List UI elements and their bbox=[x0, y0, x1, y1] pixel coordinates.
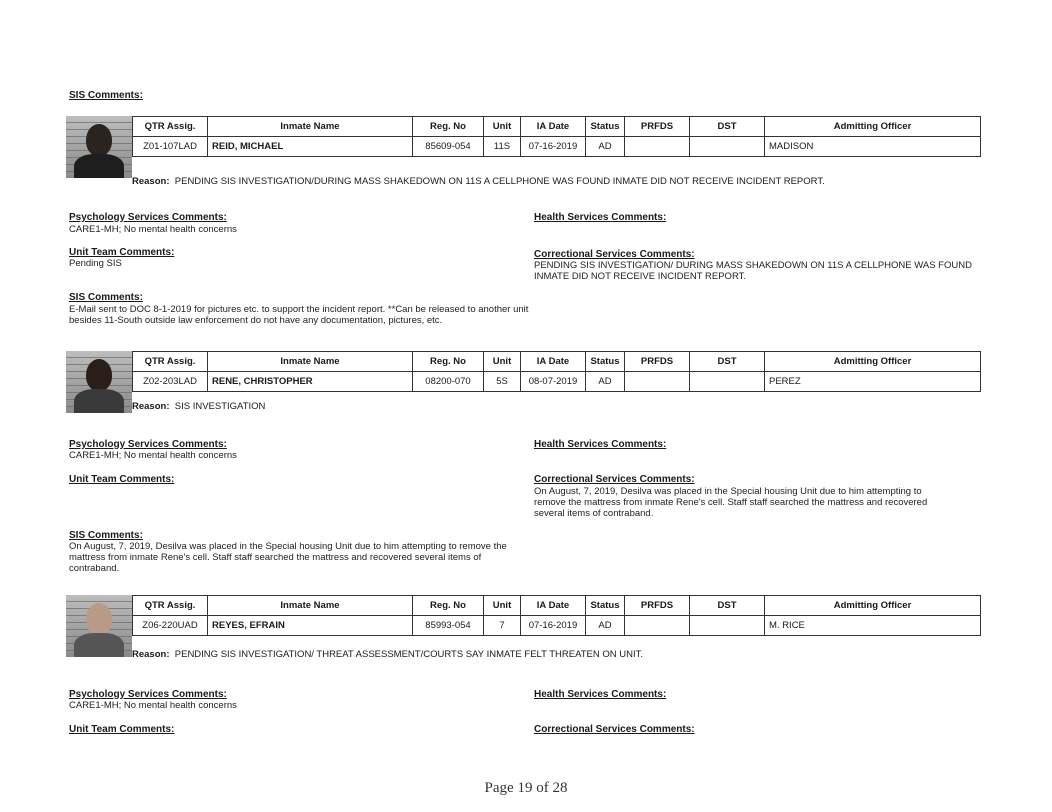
psych-heading: Psychology Services Comments: bbox=[69, 689, 227, 700]
cell-qtr: Z06-220UAD bbox=[133, 616, 208, 636]
col-dst: DST bbox=[690, 352, 765, 372]
reason-label: Reason: bbox=[132, 176, 170, 187]
table-header-row bbox=[133, 352, 981, 372]
col-qtr: QTR Assig. bbox=[133, 117, 208, 137]
corr-text: PENDING SIS INVESTIGATION/ DURING MASS SHAKEDOWN ON 11S A CELLPHONE WAS FOUND INMATE DID NOT RECEIVE INCIDENT REPORT. bbox=[534, 260, 972, 282]
sis-heading: SIS Comments: bbox=[69, 292, 143, 303]
col-status: Status bbox=[586, 596, 625, 616]
col-prfds: PRFDS bbox=[625, 117, 690, 137]
health-heading: Health Services Comments: bbox=[534, 212, 667, 223]
inmate-photo-icon bbox=[66, 595, 132, 657]
reason-text: PENDING SIS INVESTIGATION/DURING MASS SHAKEDOWN ON 11S A CELLPHONE WAS FOUND INMATE DID NOT RECEIVE INCIDENT REPORT. bbox=[174, 176, 825, 187]
col-officer: Admitting Officer bbox=[765, 352, 981, 372]
sis-text: E-Mail sent to DOC 8-1-2019 for pictures etc. to support the incident report. **Can be released to another unit besides 11-South outside law enforcement do not have any documentation, pictures, etc. bbox=[69, 304, 529, 326]
col-prfds: PRFDS bbox=[625, 352, 690, 372]
cell-reg: 85993-054 bbox=[413, 616, 484, 636]
health-heading: Health Services Comments: bbox=[534, 439, 667, 450]
col-status: Status bbox=[586, 117, 625, 137]
cell-unit: 11S bbox=[484, 137, 521, 157]
col-iadate: IA Date bbox=[521, 596, 586, 616]
col-reg: Reg. No bbox=[413, 352, 484, 372]
sis-comments-heading-top: SIS Comments: bbox=[69, 90, 143, 101]
col-qtr: QTR Assig. bbox=[133, 352, 208, 372]
sis-text: On August, 7, 2019, Desilva was placed in the Special housing Unit due to him attempting to remove the mattress from inmate Rene's cell. Staff staff searched the mattress and recovered several items of contraband. bbox=[69, 541, 507, 574]
record-table bbox=[132, 595, 981, 636]
col-reg: Reg. No bbox=[413, 596, 484, 616]
col-qtr: QTR Assig. bbox=[133, 596, 208, 616]
corr-heading: Correctional Services Comments: bbox=[534, 249, 695, 260]
table-header-row bbox=[133, 596, 981, 616]
cell-unit: 5S bbox=[484, 372, 521, 392]
cell-qtr: Z01-107LAD bbox=[133, 137, 208, 157]
cell-status: AD bbox=[586, 616, 625, 636]
cell-reg: 08200-070 bbox=[413, 372, 484, 392]
col-status: Status bbox=[586, 352, 625, 372]
cell-officer: M. RICE bbox=[765, 616, 981, 636]
health-heading: Health Services Comments: bbox=[534, 689, 667, 700]
reason-text: PENDING SIS INVESTIGATION/ THREAT ASSESSMENT/COURTS SAY INMATE FELT THREATEN ON UNIT. bbox=[174, 649, 643, 660]
cell-officer: MADISON bbox=[765, 137, 981, 157]
corr-heading: Correctional Services Comments: bbox=[534, 474, 695, 485]
psych-text: CARE1-MH; No mental health concerns bbox=[69, 224, 237, 235]
inmate-record-3 bbox=[66, 595, 981, 660]
col-unit: Unit bbox=[484, 352, 521, 372]
corr-text: On August, 7, 2019, Desilva was placed in the Special housing Unit due to him attempting to remove the mattress from inmate Rene's cell. Staff staff searched the mattress and recovered several items of contraband. bbox=[534, 486, 928, 519]
cell-name: RENE, CHRISTOPHER bbox=[208, 372, 413, 392]
col-iadate: IA Date bbox=[521, 117, 586, 137]
table-header-row bbox=[133, 117, 981, 137]
cell-prfds bbox=[625, 137, 690, 157]
psych-text: CARE1-MH; No mental health concerns bbox=[69, 450, 237, 461]
cell-reg: 85609-054 bbox=[413, 137, 484, 157]
record-table bbox=[132, 116, 981, 157]
reason-line bbox=[132, 649, 643, 660]
reason-text: SIS INVESTIGATION bbox=[174, 401, 266, 412]
col-name: Inmate Name bbox=[208, 117, 413, 137]
table-row bbox=[133, 616, 981, 636]
cell-iadate: 07-16-2019 bbox=[521, 137, 586, 157]
col-dst: DST bbox=[690, 596, 765, 616]
unit-team-text: Pending SIS bbox=[69, 258, 122, 269]
reason-label: Reason: bbox=[132, 649, 170, 660]
psych-heading: Psychology Services Comments: bbox=[69, 439, 227, 450]
col-unit: Unit bbox=[484, 117, 521, 137]
cell-iadate: 07-16-2019 bbox=[521, 616, 586, 636]
page-number: Page 19 of 28 bbox=[484, 780, 568, 796]
psych-text: CARE1-MH; No mental health concerns bbox=[69, 700, 237, 711]
sis-heading: SIS Comments: bbox=[69, 530, 143, 541]
cell-name: REYES, EFRAIN bbox=[208, 616, 413, 636]
cell-prfds bbox=[625, 372, 690, 392]
col-name: Inmate Name bbox=[208, 596, 413, 616]
inmate-record-2 bbox=[66, 351, 981, 413]
cell-qtr: Z02-203LAD bbox=[133, 372, 208, 392]
col-officer: Admitting Officer bbox=[765, 596, 981, 616]
col-reg: Reg. No bbox=[413, 117, 484, 137]
psych-heading: Psychology Services Comments: bbox=[69, 212, 227, 223]
record-table bbox=[132, 351, 981, 392]
cell-dst bbox=[690, 137, 765, 157]
unit-team-heading: Unit Team Comments: bbox=[69, 247, 175, 258]
unit-team-heading: Unit Team Comments: bbox=[69, 474, 175, 485]
table-row bbox=[133, 372, 981, 392]
col-unit: Unit bbox=[484, 596, 521, 616]
cell-prfds bbox=[625, 616, 690, 636]
reason-line bbox=[132, 401, 265, 412]
unit-team-heading: Unit Team Comments: bbox=[69, 724, 175, 735]
cell-iadate: 08-07-2019 bbox=[521, 372, 586, 392]
col-name: Inmate Name bbox=[208, 352, 413, 372]
cell-unit: 7 bbox=[484, 616, 521, 636]
inmate-record-1 bbox=[66, 116, 981, 187]
cell-name: REID, MICHAEL bbox=[208, 137, 413, 157]
col-officer: Admitting Officer bbox=[765, 117, 981, 137]
col-dst: DST bbox=[690, 117, 765, 137]
reason-label: Reason: bbox=[132, 401, 170, 412]
cell-status: AD bbox=[586, 137, 625, 157]
col-prfds: PRFDS bbox=[625, 596, 690, 616]
cell-status: AD bbox=[586, 372, 625, 392]
table-row bbox=[133, 137, 981, 157]
cell-officer: PEREZ bbox=[765, 372, 981, 392]
inmate-photo-icon bbox=[66, 351, 132, 413]
col-iadate: IA Date bbox=[521, 352, 586, 372]
cell-dst bbox=[690, 616, 765, 636]
corr-heading: Correctional Services Comments: bbox=[534, 724, 695, 735]
inmate-photo-icon bbox=[66, 116, 132, 178]
cell-dst bbox=[690, 372, 765, 392]
reason-line bbox=[132, 176, 825, 187]
